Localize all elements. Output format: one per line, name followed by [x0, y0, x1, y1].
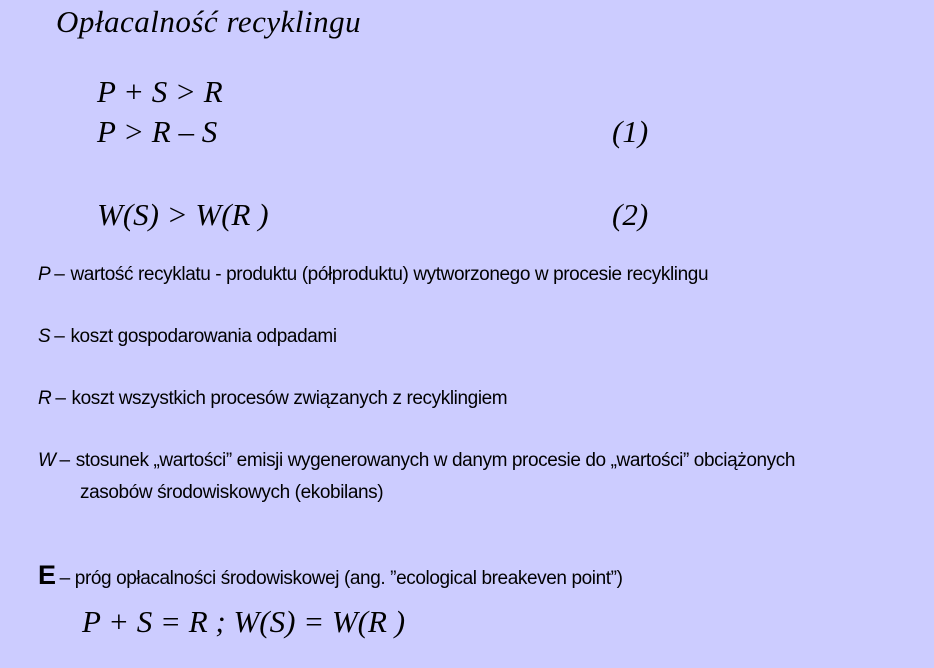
- definition-dash: –: [59, 450, 70, 471]
- definition-r: [38, 388, 507, 410]
- equation-3: W(S) > W(R ): [97, 197, 269, 232]
- definition-symbol: S: [38, 326, 51, 347]
- breakeven-definition: [38, 560, 623, 591]
- definition-s: [38, 326, 337, 348]
- equation-3-number: (2): [612, 197, 649, 232]
- definition-symbol: R: [38, 388, 52, 409]
- definition-dash: –: [54, 326, 65, 347]
- breakeven-symbol: E: [38, 560, 56, 590]
- breakeven-text: próg opłacalności środowiskowej (ang. ”ecological breakeven point”): [74, 568, 623, 589]
- definition-dash: –: [55, 388, 66, 409]
- definition-symbol: W: [38, 450, 56, 471]
- definition-text: koszt gospodarowania odpadami: [70, 326, 337, 347]
- equation-1: P + S > R: [97, 74, 223, 109]
- breakeven-dash: –: [59, 568, 70, 589]
- definition-text: koszt wszystkich procesów związanych z recyklingiem: [71, 388, 508, 409]
- definition-symbol: P: [38, 264, 51, 285]
- definition-p: [38, 264, 708, 286]
- breakeven-equation: P + S = R ; W(S) = W(R ): [82, 604, 406, 639]
- definition-text: stosunek „wartości” emisji wygenerowanych w danym procesie do „wartości” obciążonych: [75, 450, 796, 471]
- definition-w-continuation: zasobów środowiskowych (ekobilans): [80, 482, 384, 503]
- definition-w: [38, 450, 795, 472]
- equation-2-number: (1): [612, 114, 649, 149]
- slide-title: Opłacalność recyklingu: [56, 4, 362, 39]
- definition-dash: –: [54, 264, 65, 285]
- equation-2: P > R – S: [97, 114, 218, 149]
- definition-text: wartość recyklatu - produktu (półproduktu) wytworzonego w procesie recyklingu: [70, 264, 709, 285]
